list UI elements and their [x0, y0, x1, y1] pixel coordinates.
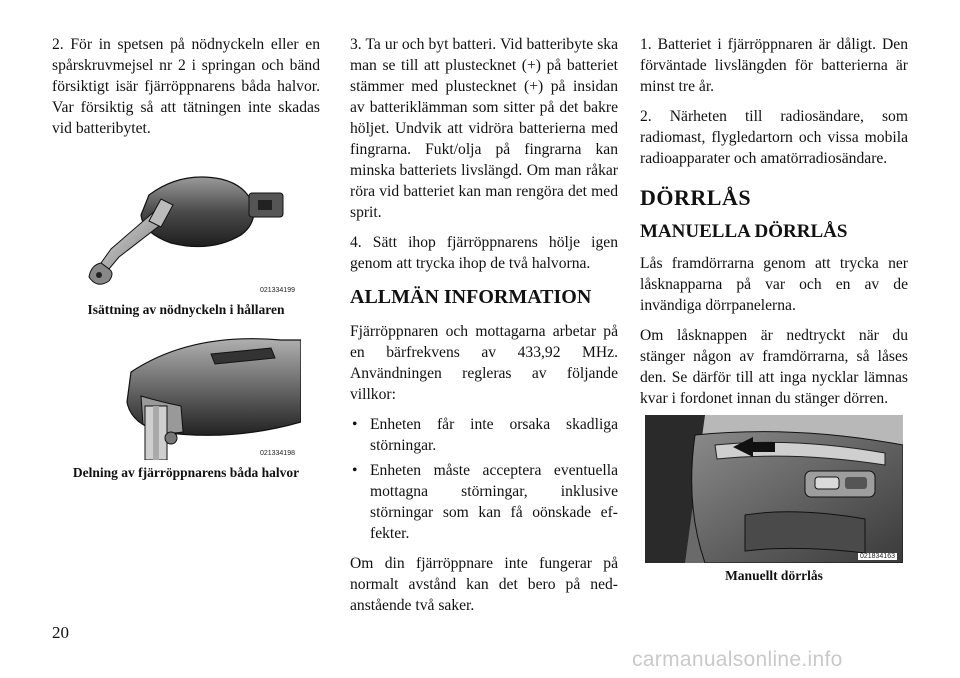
bullet-icon: • [352, 462, 358, 479]
key-fob-illustration [71, 165, 301, 297]
column-right [640, 34, 908, 584]
chapter-heading: DÖRRLÅS [640, 185, 752, 210]
figure-caption: Delning av fjärröppnarens båda halvor [72, 465, 300, 480]
figure-caption: Isättning av nödnyckeln i hållaren [87, 302, 285, 317]
reason-2-text: 2. Närheten till radiosändare, som radiomast, flygledartorn och vissa mobila radioapparater och amatörradiosändare. [640, 108, 908, 167]
list-item: • Enheten får inte orsaka skadliga störningar. [352, 416, 618, 454]
figure-code: 021334198 [259, 450, 295, 457]
figure-emergency-key [71, 165, 301, 297]
step-2-text: 2. För in spetsen på nödnyckeln eller en spårskruvmejsel nr 2 i springan och bänd försiktigt isär fjärröppnarens båda halvor. Var försiktig så att tätningen inte skadas vid batteribytet. [52, 36, 320, 137]
column-middle [350, 34, 618, 625]
list-item: • Enheten måste acceptera eventuella mottagna störningar, inklusive störningar som kan få oönskade effekter. [352, 462, 618, 542]
figure-caption: Manuellt dörrlås [725, 568, 823, 583]
figure-separate-halves [71, 332, 301, 460]
step-3-text: 3. Ta ur och byt batteri. Vid batteribyte ska man se till att plustecknet (+) på batteriet stämmer med plustecknet (+) på insidan av batteriklämman som sitter på det bakre höljet. Undvik att vidröra batterierna med fingrarna. Fukt/olja på fingrarna kan minska batteriets livslängd. Om man råkar röra vid batteriet kan man rengöra det med sprit. [350, 36, 618, 221]
page-number: 20 [52, 623, 69, 642]
figure-manual-door-lock [645, 415, 903, 563]
watermark: carmanualsonline.info [632, 648, 843, 671]
figure-code: 021834163 [859, 553, 895, 560]
conditions-list [350, 414, 618, 544]
frequency-text: Fjärröppnaren och mottagarna arbetar på en bärfrekvens av 433,92 MHz. Användningen regleras av följande villkor: [350, 323, 618, 403]
lock-warning-text: Om låsknappen är nedtryckt när du stänger någon av framdörrarna, så låses den. Se därför till att inga nycklar lämnas kvar i fordonet innan du stänger dörren. [640, 327, 908, 407]
range-text: Om din fjärröppnare inte fungerar på normalt avstånd kan det bero på nedanstående två saker. [350, 555, 618, 614]
key-fob-open-illustration [71, 332, 301, 460]
door-panel-illustration [645, 415, 903, 563]
lock-instructions-text: Lås framdörrarna genom att trycka ner låsknapparna på var och en av de invändiga dörrpanelerna. [640, 255, 908, 314]
figure-code: 021334199 [259, 287, 295, 294]
step-4-text: 4. Sätt ihop fjärröppnarens hölje igen genom att trycka ihop de två halvorna. [350, 234, 618, 272]
reason-1-text: 1. Batteriet i fjärröppnaren är dåligt. Den förväntade livslängden för batterierna är minst tre år. [640, 36, 908, 95]
column-left [52, 34, 320, 481]
subsection-heading: MANUELLA DÖRRLÅS [640, 221, 848, 242]
bullet-icon: • [352, 416, 358, 433]
section-heading: ALLMÄN INFORMATION [350, 286, 592, 308]
